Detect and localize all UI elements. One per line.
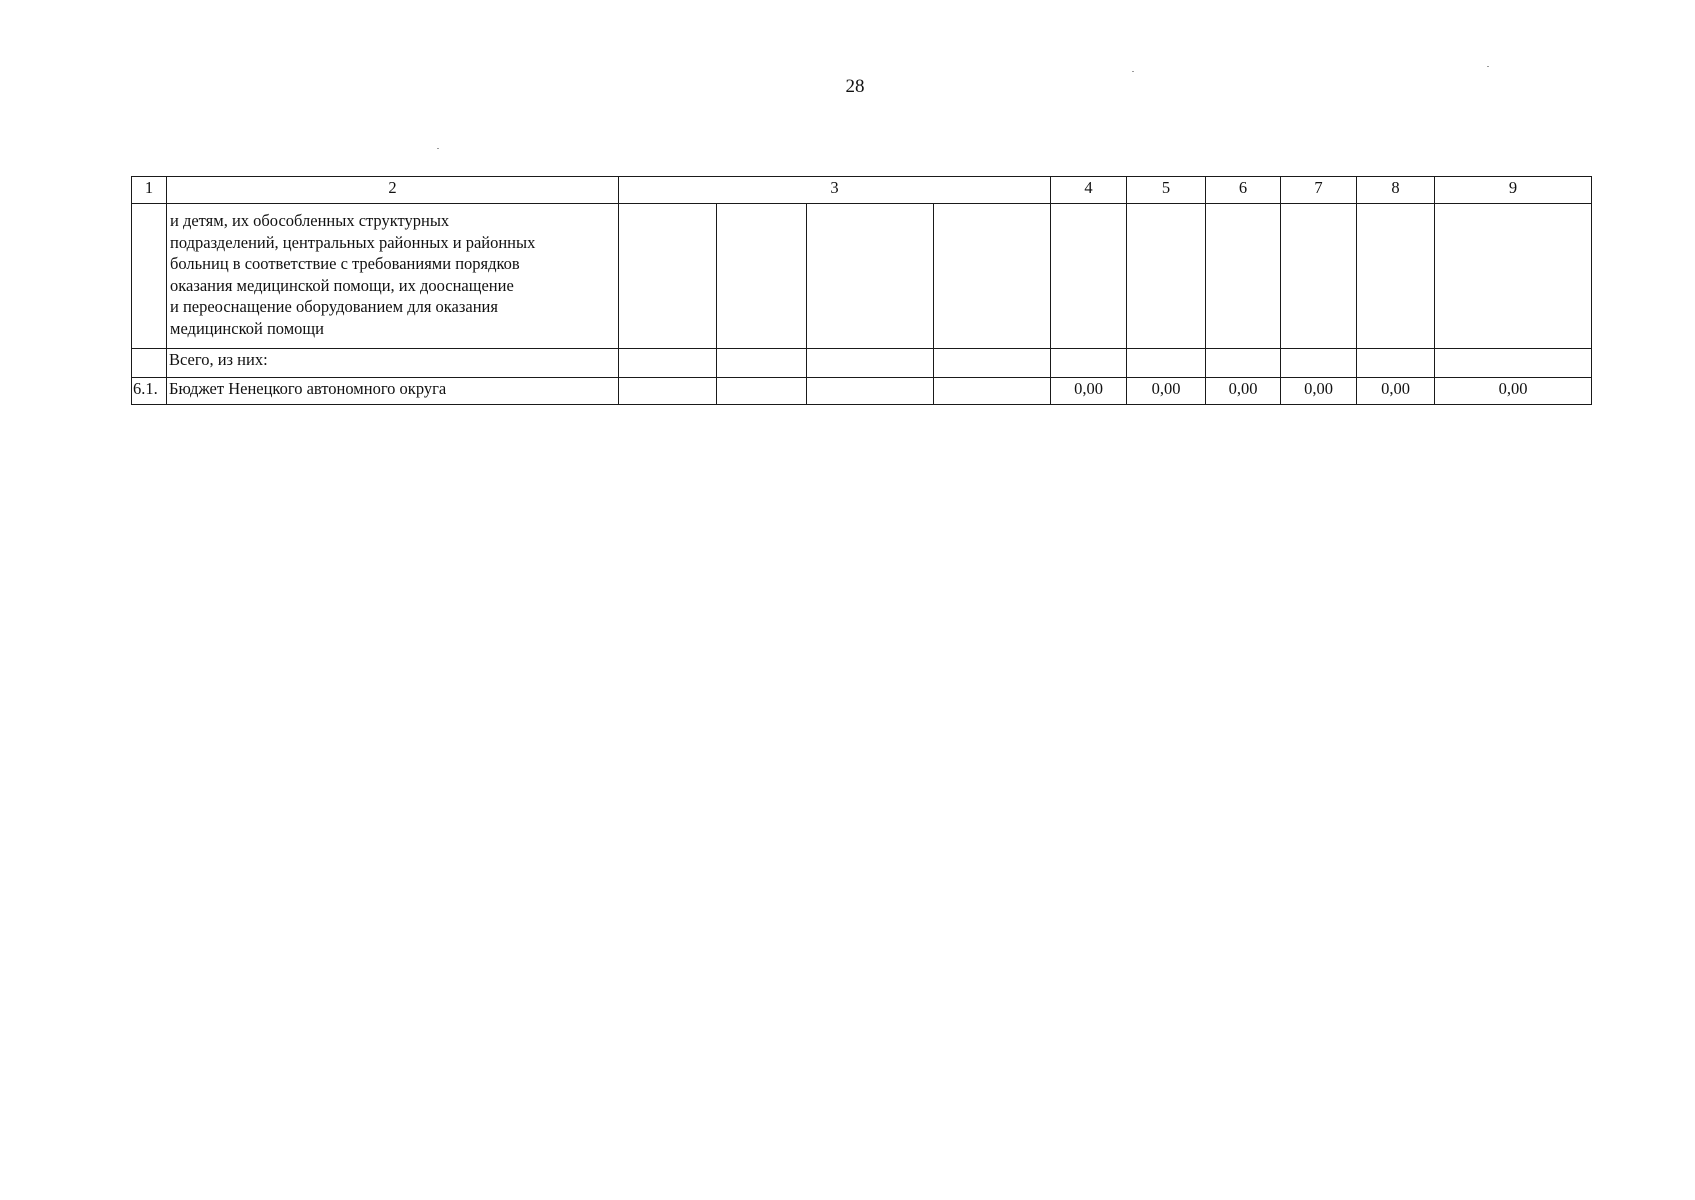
empty-cell: [717, 204, 807, 349]
empty-cell: [717, 349, 807, 378]
value-cell: [1051, 204, 1127, 349]
row-description: и детям, их обособленных структурных подразделений, центральных районных и районных больниц в соответствие с требованиями порядков оказания медицинской помощи, их дооснащение и переоснащение оборудованием для оказания медицинской помощи: [167, 204, 619, 349]
value-cell: [1206, 349, 1281, 378]
scan-speck: [1487, 66, 1489, 67]
value-cell: 0,00: [1206, 378, 1281, 405]
row-number: [132, 349, 167, 378]
header-cell: 5: [1127, 177, 1206, 204]
row-description: Всего, из них:: [167, 349, 619, 378]
value-cell: 0,00: [1357, 378, 1435, 405]
value-cell: [1435, 349, 1592, 378]
empty-cell: [934, 378, 1051, 405]
value-cell: [1435, 204, 1592, 349]
header-cell: 8: [1357, 177, 1435, 204]
value-cell: [1357, 349, 1435, 378]
budget-table: [131, 176, 1592, 405]
row-number: [132, 204, 167, 349]
value-cell: [1357, 204, 1435, 349]
empty-cell: [807, 204, 934, 349]
row-number: 6.1.: [132, 378, 167, 405]
row-description: Бюджет Ненецкого автономного округа: [167, 378, 619, 405]
value-cell: 0,00: [1281, 378, 1357, 405]
value-cell: 0,00: [1435, 378, 1592, 405]
empty-cell: [807, 378, 934, 405]
empty-cell: [619, 378, 717, 405]
header-cell: 3: [619, 177, 1051, 204]
header-cell: 2: [167, 177, 619, 204]
value-cell: 0,00: [1127, 378, 1206, 405]
scan-speck: [1132, 71, 1134, 72]
value-cell: [1281, 204, 1357, 349]
header-cell: 9: [1435, 177, 1592, 204]
table-header-row: [132, 177, 1592, 204]
empty-cell: [934, 204, 1051, 349]
empty-cell: [619, 349, 717, 378]
table-row: [132, 204, 1592, 349]
empty-cell: [934, 349, 1051, 378]
value-cell: [1051, 349, 1127, 378]
header-cell: 6: [1206, 177, 1281, 204]
table-row: [132, 349, 1592, 378]
header-cell: 4: [1051, 177, 1127, 204]
table-row: [132, 378, 1592, 405]
header-cell: 1: [132, 177, 167, 204]
page-number: 28: [845, 76, 865, 97]
value-cell: [1127, 349, 1206, 378]
empty-cell: [717, 378, 807, 405]
empty-cell: [807, 349, 934, 378]
value-cell: 0,00: [1051, 378, 1127, 405]
value-cell: [1281, 349, 1357, 378]
value-cell: [1206, 204, 1281, 349]
header-cell: 7: [1281, 177, 1357, 204]
scan-speck: [437, 148, 439, 149]
empty-cell: [619, 204, 717, 349]
value-cell: [1127, 204, 1206, 349]
